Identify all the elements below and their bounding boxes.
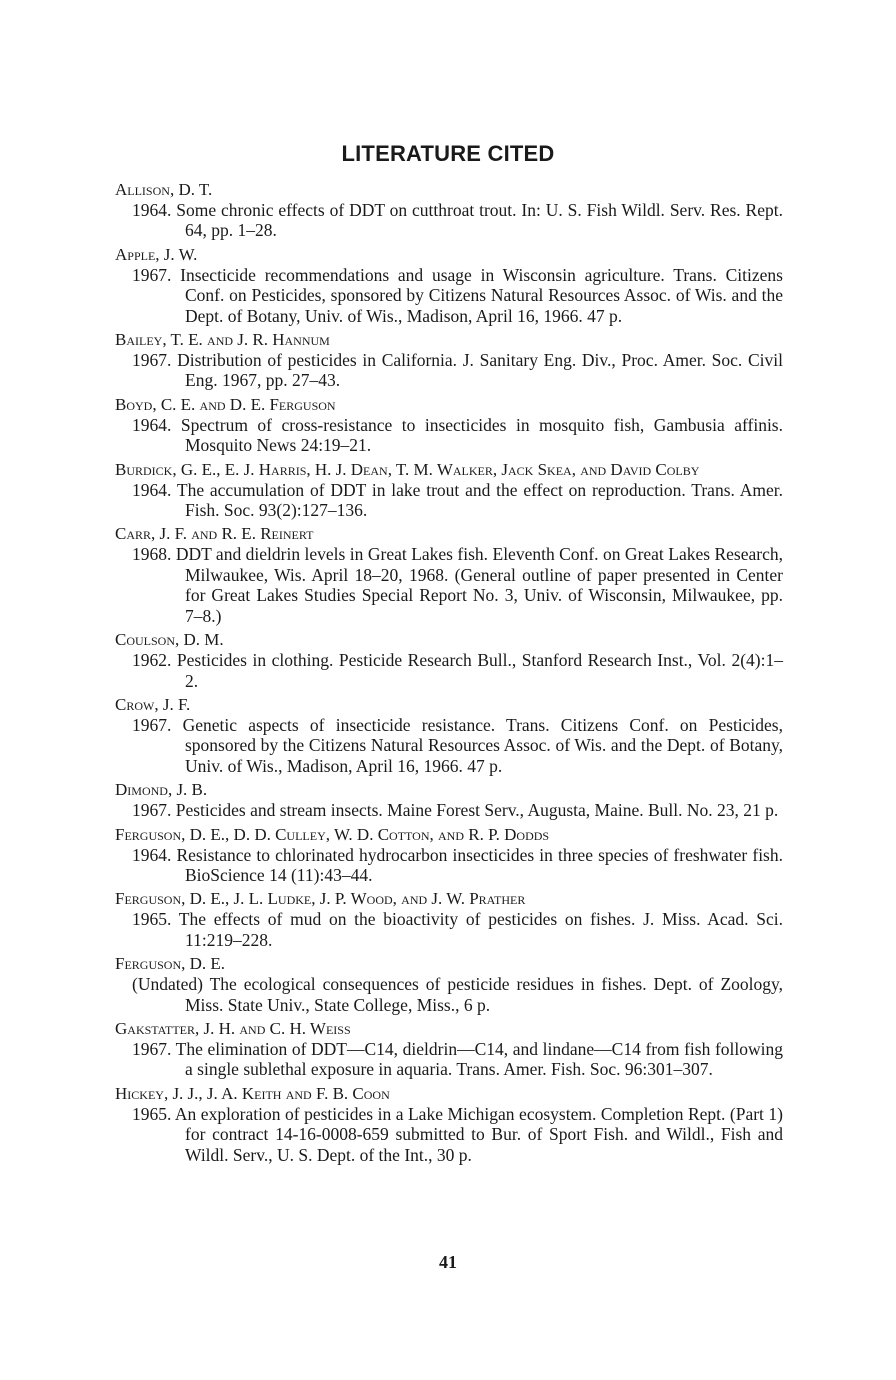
reference-author: Gakstatter, J. H. and C. H. Weiss: [115, 1018, 351, 1038]
reference-citation: 1967. Genetic aspects of insecticide resistance. Trans. Citizens Conf. on Pesticides, sponsored by the Citizens Natural Resources Assoc. of Wis. and the Dept. of Botany, Univ. of Wis., Madison, April 16, 1966. 47 p.: [132, 714, 783, 776]
reference-author: Ferguson, D. E., J. L. Ludke, J. P. Wood, and J. W. Prather: [115, 889, 526, 909]
reference-citation: 1967. The elimination of DDT—C14, dieldrin—C14, and lindane—C14 from fish following a single sublethal exposure in aquaria. Trans. Amer. Fish. Soc. 96:301–307.: [132, 1038, 783, 1080]
reference-entry: [115, 395, 783, 456]
reference-citation: 1965. The effects of mud on the bioactivity of pesticides on fishes. J. Miss. Acad. Sci. 11:219–228.: [132, 909, 783, 950]
reference-citation: 1967. Pesticides and stream insects. Maine Forest Serv., Augusta, Maine. Bull. No. 23, 21 p.: [132, 800, 779, 821]
reference-entry: [115, 245, 783, 326]
page-number: 41: [439, 1252, 457, 1272]
reference-author: Hickey, J. J., J. A. Keith and F. B. Coon: [115, 1083, 390, 1103]
reference-author: Bailey, T. E. and J. R. Hannum: [115, 330, 330, 350]
reference-author: Dimond, J. B.: [115, 780, 208, 800]
reference-entry: [115, 1084, 783, 1165]
reference-author: Allison, D. T.: [115, 180, 213, 199]
reference-entry: [115, 889, 783, 950]
reference-citation: 1964. The accumulation of DDT in lake trout and the effect on reproduction. Trans. Amer. Fish. Soc. 93(2):127–136.: [132, 479, 783, 521]
reference-entry: [115, 630, 783, 691]
reference-author: Coulson, D. M.: [115, 630, 224, 650]
reference-author: Apple, J. W.: [115, 244, 198, 264]
reference-citation: 1967. Insecticide recommendations and usage in Wisconsin agriculture. Trans. Citizens Conf. on Pesticides, sponsored by Citizens Natural Resources Assoc. of Wis. and the Dept. of Botany, Univ. of Wis., Madison, April 16, 1966. 47 p.: [132, 264, 783, 326]
reference-citation: 1964. Spectrum of cross-resistance to insecticides in mosquito fish, Gambusia affinis. Mosquito News 24:19–21.: [132, 414, 783, 456]
reference-list: [115, 180, 783, 1169]
reference-entry: [115, 954, 783, 1015]
reference-author: Boyd, C. E. and D. E. Ferguson: [115, 394, 336, 414]
reference-entry: [115, 1019, 783, 1080]
reference-citation: 1965. An exploration of pesticides in a Lake Michigan ecosystem. Completion Rept. (Part 1) for contract 14-16-0008-659 submitted to Bur. of Sport Fish. and Wildl., Fish and Wildl. Serv., U. S. Dept. of the Int., 30 p.: [132, 1103, 783, 1165]
reference-entry: [115, 695, 783, 776]
reference-author: Crow, J. F.: [115, 694, 191, 714]
reference-entry: [115, 330, 783, 391]
reference-entry: [115, 825, 783, 886]
reference-citation: 1964. Resistance to chlorinated hydrocarbon insecticides in three species of freshwater fish. BioScience 14 (11):43–44.: [132, 844, 783, 885]
reference-citation: 1962. Pesticides in clothing. Pesticide Research Bull., Stanford Research Inst., Vol. 2(4):1–2.: [132, 650, 783, 691]
reference-citation: 1964. Some chronic effects of DDT on cutthroat trout. In: U. S. Fish Wildl. Serv. Res. Rept. 64, pp. 1–28.: [132, 200, 783, 241]
reference-citation: 1967. Distribution of pesticides in California. J. Sanitary Eng. Div., Proc. Amer. Soc. Civil Eng. 1967, pp. 27–43.: [132, 350, 783, 391]
page-title: LITERATURE CITED: [341, 141, 555, 166]
reference-entry: [115, 780, 783, 820]
reference-author: Ferguson, D. E.: [115, 954, 226, 974]
reference-entry: [115, 180, 783, 241]
reference-author: Burdick, G. E., E. J. Harris, H. J. Dean, T. M. Walker, Jack Skea, and David Colby: [115, 459, 700, 479]
reference-entry: [115, 460, 783, 521]
reference-entry: [115, 524, 783, 626]
reference-author: Carr, J. F. and R. E. Reinert: [115, 524, 314, 544]
reference-citation: 1968. DDT and dieldrin levels in Great Lakes fish. Eleventh Conf. on Great Lakes Research, Milwaukee, Wis. April 18–20, 1968. (General outline of paper presented in Center for Great Lakes Studies Special Report No. 3, Univ. of Wisconsin, Milwaukee, pp. 7–8.): [132, 544, 783, 626]
reference-citation: (Undated) The ecological consequences of pesticide residues in fishes. Dept. of Zoology, Miss. State Univ., State College, Miss., 6 p.: [132, 974, 783, 1015]
reference-author: Ferguson, D. E., D. D. Culley, W. D. Cotton, and R. P. Dodds: [115, 824, 550, 844]
